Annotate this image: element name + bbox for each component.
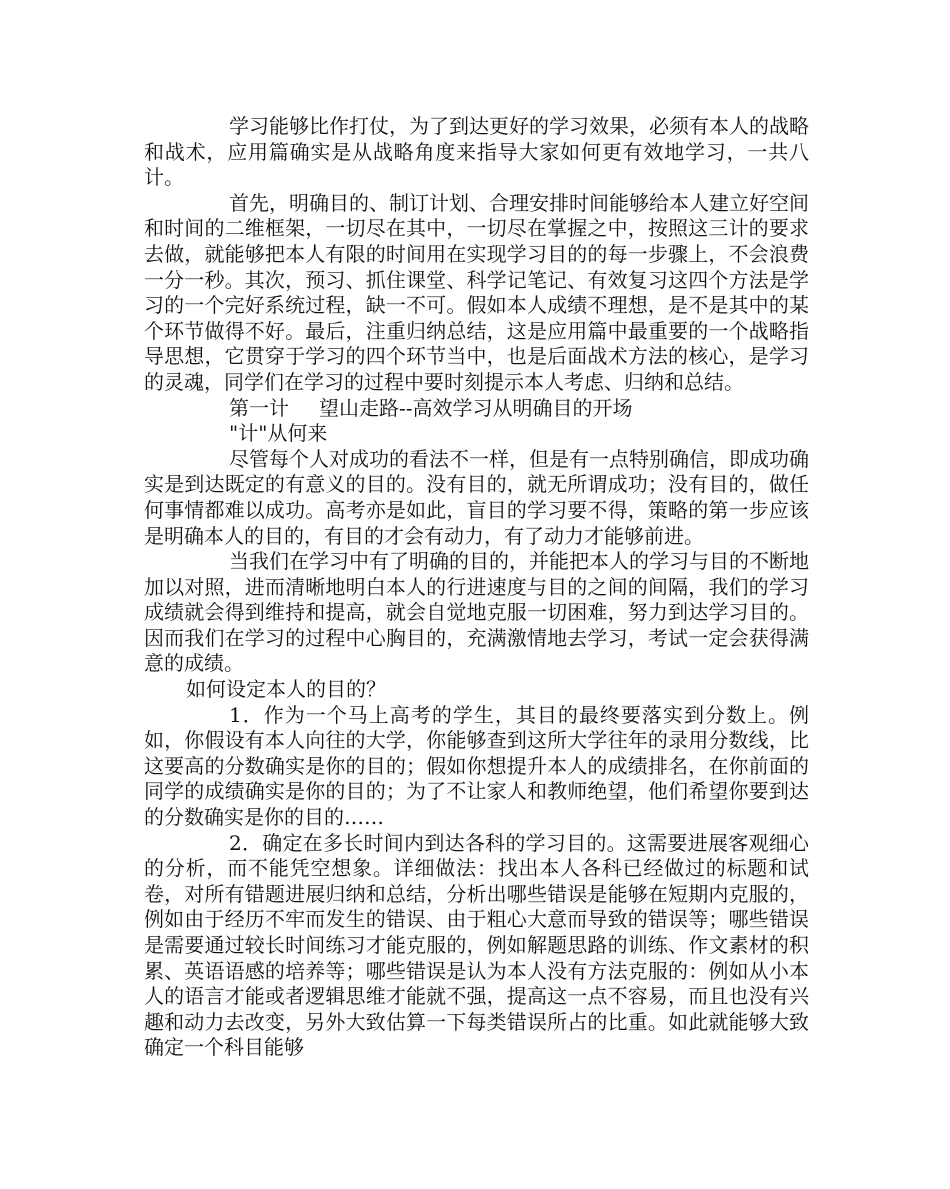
paragraph-goal-contrast: 当我们在学习中有了明确的目的，并能把本人的学习与目的不断地加以对照，进而清晰地明白本人的行进速度与目的之间的间隔，我们的学习成绩就会得到维持和提高，就会自觉地克服一切困难，努力到达学习目的。因而我们在学习的过程中心胸目的，充满激情地去学习，考试一定会获得满意的成绩。 bbox=[144, 549, 809, 676]
paragraph-intro: 学习能够比作打仗，为了到达更好的学习效果，必须有本人的战略和战术，应用篇确实是从战略角度来指导大家如何更有效地学习，一共八计。 bbox=[144, 114, 809, 190]
paragraph-overview: 首先，明确目的、制订计划、合理安排时间能够给本人建立好空间和时间的二维框架，一切尽在其中，一切尽在掌握之中，按照这三计的要求去做，就能够把本人有限的时间用在实现学习目的的每一步骤上，不会浪费一分一秒。其次，预习、抓住课堂、科学记笔记、有效复习这四个方法是学习的一个完好系统过程，缺一不可。假如本人成绩不理想，是不是其中的某个环节做得不好。最后，注重归纳总结，这是应用篇中最重要的一个战略指导思想，它贯穿于学习的四个环节当中，也是后面战术方法的核心，是学习的灵魂，同学们在学习的过程中要时刻提示本人考虑、归纳和总结。 bbox=[144, 190, 809, 394]
section-title: 望山走路--高效学习从明确目的开场 bbox=[319, 395, 633, 420]
document-page bbox=[144, 114, 809, 1061]
question-heading: 如何设定本人的目的？ bbox=[186, 677, 386, 702]
section-heading bbox=[144, 396, 809, 422]
paragraph-point-2: 2．确定在多长时间内到达各科的学习目的。这需要进展客观细心的分析，而不能凭空想象。详细做法：找出本人各科已经做过的标题和试卷，对所有错题进展归纳和总结，分析出哪些错误是能够在短期内克服的，例如由于经历不牢而发生的错误、由于粗心大意而导致的错误等；哪些错误是需要通过较长时间练习才能克服的，例如解题思路的训练、作文素材的积累、英语语感的培养等；哪些错误是认为本人没有方法克服的：例如从小本人的语言才能或者逻辑思维才能就不强，提高这一点不容易，而且也没有兴趣和动力去改变，另外大致估算一下每类错误所占的比重。如此就能够大致确定一个科目能够 bbox=[144, 830, 809, 1060]
section-number: 第一计 bbox=[229, 395, 289, 420]
paragraph-success: 尽管每个人对成功的看法不一样，但是有一点特别确信，即成功确实是到达既定的有意义的目的。没有目的，就无所谓成功；没有目的，做任何事情都难以成功。高考亦是如此，盲目的学习要不得，策略的第一步应该是明确本人的目的，有目的才会有动力，有了动力才能够前进。 bbox=[144, 446, 809, 548]
subheading: "计"从何来 bbox=[229, 421, 328, 446]
paragraph-point-1: 1．作为一个马上高考的学生，其目的最终要落实到分数上。例如，你假设有本人向往的大学，你能够查到这所大学往年的录用分数线，比这要高的分数确实是你的目的；假如你想提升本人的成绩排名，在你前面的同学的成绩确实是你的目的；为了不让家人和教师绝望，他们希望你要到达的分数确实是你的目的…… bbox=[144, 702, 809, 830]
